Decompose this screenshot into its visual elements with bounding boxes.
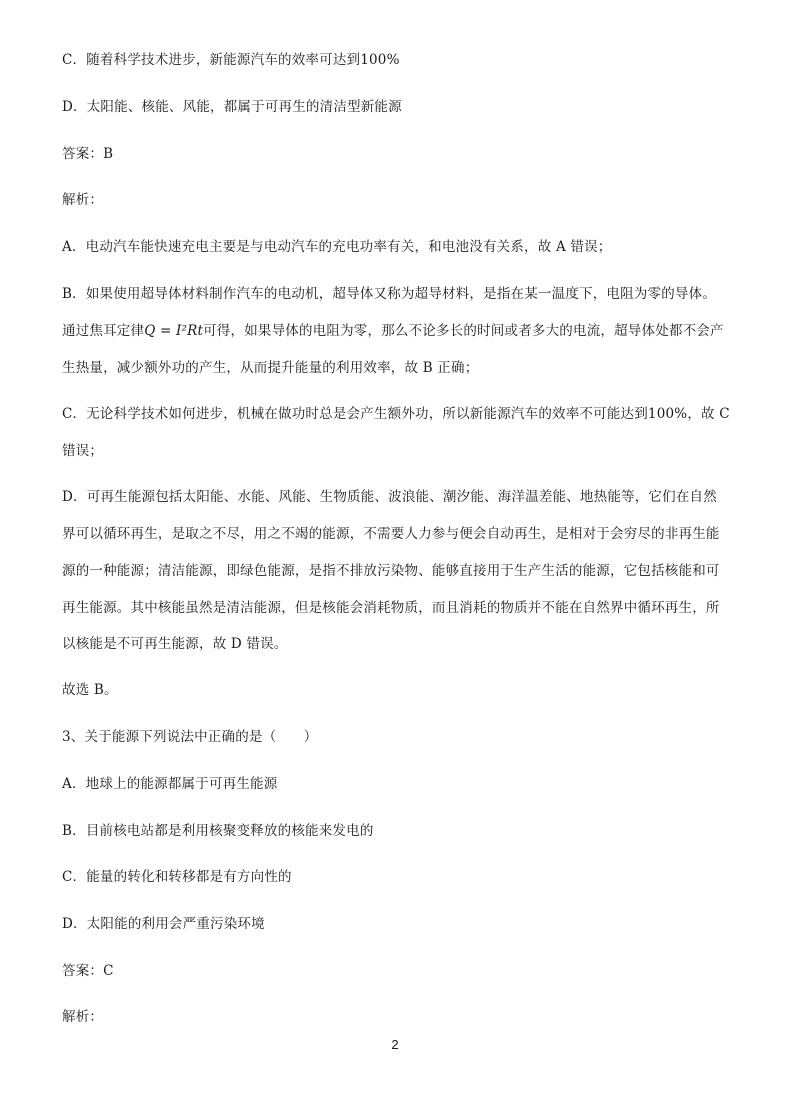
option-c-prev: C．随着科学技术进步，新能源汽车的效率可达到100% [62,52,400,68]
analysis-label-prev: 解析： [62,192,104,208]
question-3-option-b: B．目前核电站都是利用核聚变释放的核能来发电的 [62,823,374,839]
analysis-b-line2 [62,321,730,341]
question-3-answer: 答案：C [62,963,114,979]
question-3-option-c: C．能量的转化和转移都是有方向性的 [62,869,292,885]
analysis-c-line1: C．无论科学技术如何进步，机械在做功时总是会产生额外功，所以新能源汽车的效率不可能达到100%，故 C [62,406,730,422]
analysis-b-line2-start: 通过焦耳定律 [62,323,145,339]
answer-prev: 答案：B [62,146,114,162]
question-3-option-a: A．地球上的能源都属于可再生能源 [62,776,278,792]
joule-law-formula: Q = I²Rt [144,323,204,339]
analysis-d-line5: 以核能是不可再生能源，故 D 错误。 [62,636,288,652]
page-number: 2 [391,1037,399,1052]
analysis-c-line2: 错误； [62,443,104,459]
analysis-d-line1: D．可再生能源包括太阳能、水能、风能、生物质能、波浪能、潮汐能、海洋温差能、地热能等，它们在自然 [62,489,717,505]
option-d-prev: D．太阳能、核能、风能，都属于可再生的清洁型新能源 [62,99,402,115]
analysis-d-line3: 源的一种能源；清洁能源，即绿色能源，是指不排放污染物、能够直接用于生产生活的能源，它包括核能和可 [62,563,720,579]
analysis-d-line2: 界可以循环再生，是取之不尽，用之不竭的能源，不需要人力参与便会自动再生，是相对于会穷尽的非再生能 [62,526,720,542]
analysis-d-line4: 再生能源。其中核能虽然是清洁能源，但是核能会消耗物质，而且消耗的物质并不能在自然界中循环再生，所 [62,600,720,616]
analysis-b-line1: B．如果使用超导体材料制作汽车的电动机，超导体又称为超导材料，是指在某一温度下，电阻为零的导体。 [62,286,717,302]
question-3-option-d: D．太阳能的利用会严重污染环境 [62,916,265,932]
conclusion: 故选 B。 [62,682,118,698]
analysis-b-line2-end: 可得，如果导体的电阻为零，那么不论多长的时间或者多大的电流，超导体处都不会产 [203,323,724,339]
analysis-b-line3: 生热量，减少额外功的产生，从而提升能量的利用效率，故 B 正确； [62,360,479,376]
analysis-a: A．电动汽车能快速充电主要是与电动汽车的充电功率有关，和电池没有关系，故 A 错误； [62,239,612,255]
question-3-analysis-label: 解析： [62,1009,104,1025]
question-3: 3、关于能源下列说法中正确的是（ ） [62,729,318,745]
